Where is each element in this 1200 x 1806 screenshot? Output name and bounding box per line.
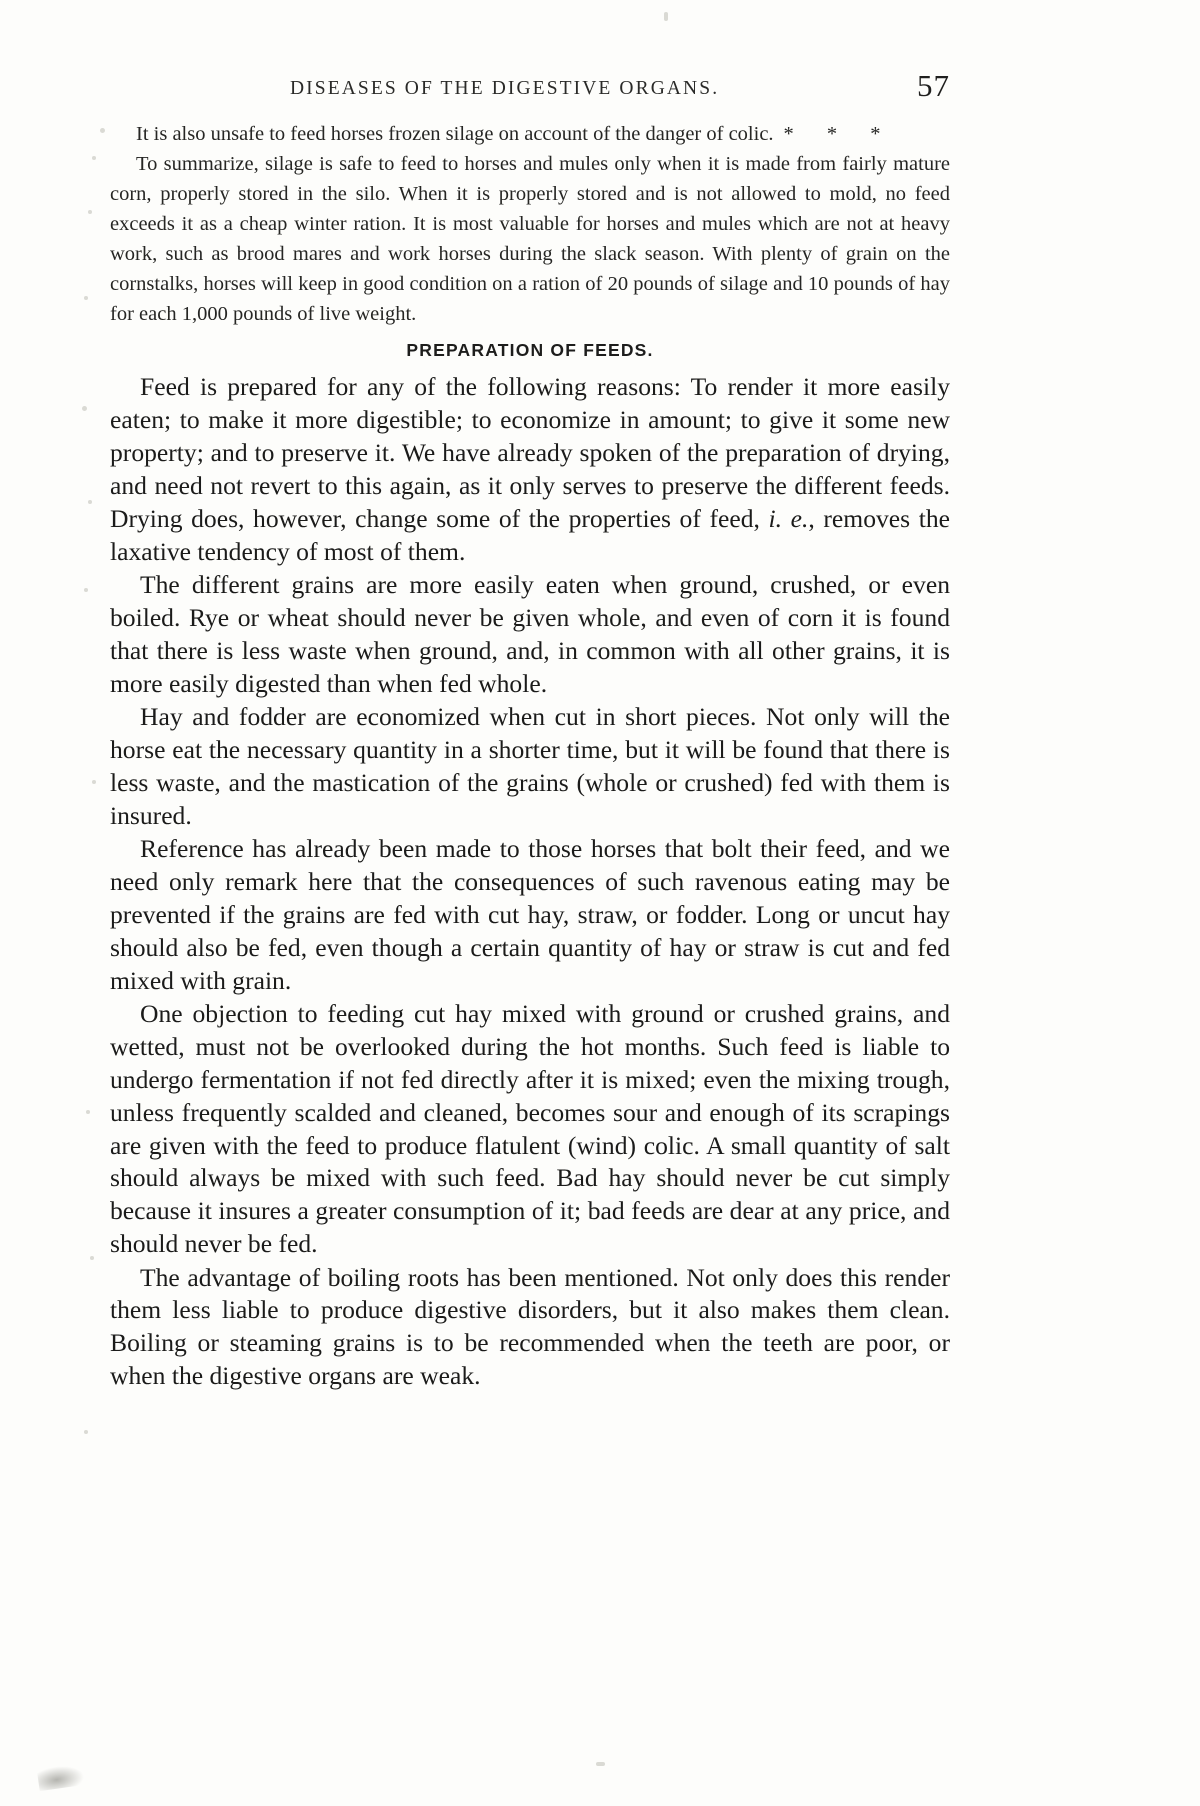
body-paragraph-3: Hay and fodder are economized when cut in short pieces. Not only will the horse eat the necessary quantity in a shorter time, but it will be found that there is less waste, and the mastication of the grains (whole or crushed) fed with them is insured. bbox=[110, 702, 950, 830]
small-paragraph-2: To summarize, silage is safe to feed to horses and mules only when it is made from fairly mature corn, properly stored in the silo. When it is properly stored and is not allowed to mold, no feed exceeds it as a cheap winter ration. It is most valuable for horses and mules which are not at heavy work, such as brood mares and work horses during the slack season. With plenty of grain on the cornstalks, horses will keep in good condition on a ration of 20 pounds of silage and 10 pounds of hay for each 1,000 pounds of live weight. bbox=[110, 152, 950, 325]
body-paragraph-2: The different grains are more easily eaten when ground, crushed, or even boiled. Rye or wheat should never be given whole, and even of corn it is found that there is less waste when ground, and, in common with all other grains, it is more easily digested than when fed whole. bbox=[110, 570, 950, 698]
scan-speck bbox=[88, 210, 92, 214]
scan-speck bbox=[84, 296, 88, 300]
small-paragraph-1 bbox=[110, 120, 950, 150]
body-paragraph-6: The advantage of boiling roots has been mentioned. Not only does this render them less liable to produce digestive disorders, but it also makes them clean. Boiling or steaming grains is to be recommended when the teeth are poor, or when the digestive organs are weak. bbox=[110, 1262, 950, 1391]
scan-speck bbox=[92, 156, 96, 160]
small-type-block bbox=[110, 120, 950, 329]
running-head-title: DISEASES OF THE DIGESTIVE ORGANS. bbox=[290, 78, 720, 99]
scan-speck bbox=[92, 780, 96, 784]
scan-speck bbox=[88, 500, 92, 504]
scan-speck bbox=[84, 588, 88, 592]
body-text bbox=[110, 371, 950, 1393]
scan-speck bbox=[84, 1430, 88, 1434]
scan-speck bbox=[596, 1762, 605, 1766]
page-number: 57 bbox=[917, 68, 950, 103]
scan-speck bbox=[100, 128, 105, 133]
page-content bbox=[110, 70, 950, 1393]
section-heading: PREPARATION OF FEEDS. bbox=[406, 340, 654, 361]
asterisk-separator: * * * bbox=[783, 123, 895, 145]
body-paragraph-1: Feed is prepared for any of the following reasons: To render it more easily eaten; to make it more digestible; to economize in amount; to give it some new property; and to preserve it. We have already spoken of the preparation of drying, and need not revert to this again, as it only serves to preserve the different feeds. Drying does, however, change some of the properties of feed, i. e., removes the laxative tendency of most of them. bbox=[110, 372, 950, 566]
small-paragraph-1-text: It is also unsafe to feed horses frozen silage on account of the danger of colic. bbox=[136, 123, 774, 145]
running-head bbox=[110, 70, 950, 114]
body-paragraph-4: Reference has already been made to those horses that bolt their feed, and we need only remark here that the consequences of such ravenous eating may be prevented if the grains are fed with cut hay, straw, or fodder. Long or uncut hay should also be fed, even though a certain quantity of hay or straw is cut and fed mixed with grain. bbox=[110, 834, 950, 995]
scan-smudge bbox=[37, 1763, 86, 1791]
scan-speck bbox=[82, 406, 87, 411]
scan-speck bbox=[664, 12, 668, 21]
body-paragraph-5: One objection to feeding cut hay mixed with ground or crushed grains, and wetted, must not be overlooked during the hot months. Such feed is liable to undergo fermentation if not fed directly after it is mixed; even the mixing trough, unless frequently scalded and cleaned, becomes sour and enough of its scrapings are given with the feed to produce flatulent (wind) colic. A small quantity of salt should always be mixed with such feed. Bad hay should never be cut simply because it insures a greater consumption of it; bad feeds are dear at any price, and should never be fed. bbox=[110, 999, 950, 1259]
scan-speck bbox=[90, 1256, 94, 1260]
scan-speck bbox=[86, 1110, 90, 1114]
